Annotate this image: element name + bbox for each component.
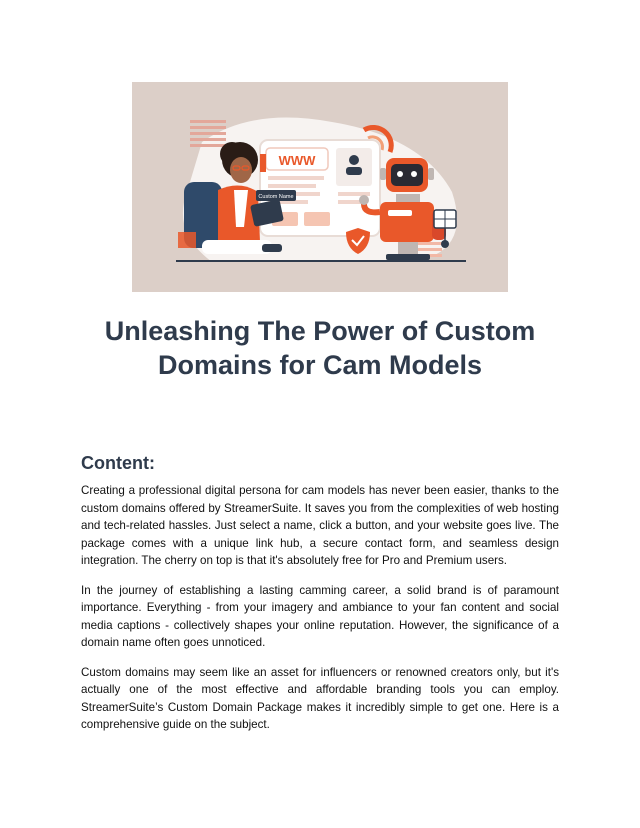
title-line-2: Domains for Cam Models — [157, 350, 483, 380]
paragraph-3: Custom domains may seem like an asset for influencers or renowned creators only, but it's actually one of the most effective and affordable branding tools you can employ. StreamerSuite’s Custom Domain Package makes it incredibly simple to get one. Here is a comprehensive guide on the subject. — [81, 665, 559, 731]
paragraph-2: In the journey of establishing a lasting camming career, a solid brand is of paramount importance. Everything - from your imagery and ambiance to your fan content and social media captions - collectively shapes your online reputation. However, the significance of a domain name often goes unnoticed. — [81, 583, 559, 649]
hero-svg — [132, 82, 508, 292]
article-title — [60, 314, 580, 382]
floor-line — [176, 260, 466, 262]
custom-name-tag — [256, 190, 296, 201]
title-line-1: Unleashing The Power of Custom — [104, 316, 536, 346]
article-body — [81, 482, 559, 746]
www-label: WWW — [278, 153, 316, 168]
section-heading: Content: — [81, 453, 155, 473]
paragraph-1: Creating a professional digital persona for cam models has never been easier, thanks to the custom domains offered by StreamerSuite. It saves you from the complexities of web hosting and tech-related hassles. Just select a name, click a button, and your website goes live. The package comes with a unique link hub, a secure contact form, and seamless design integration. The cherry on top is that it's absolutely free for Pro and Premium users. — [81, 484, 559, 567]
user-icon — [349, 155, 359, 165]
svg-text:Custom Name: Custom Name — [258, 194, 294, 200]
box-decoration — [178, 232, 196, 248]
hero-illustration — [132, 82, 508, 292]
